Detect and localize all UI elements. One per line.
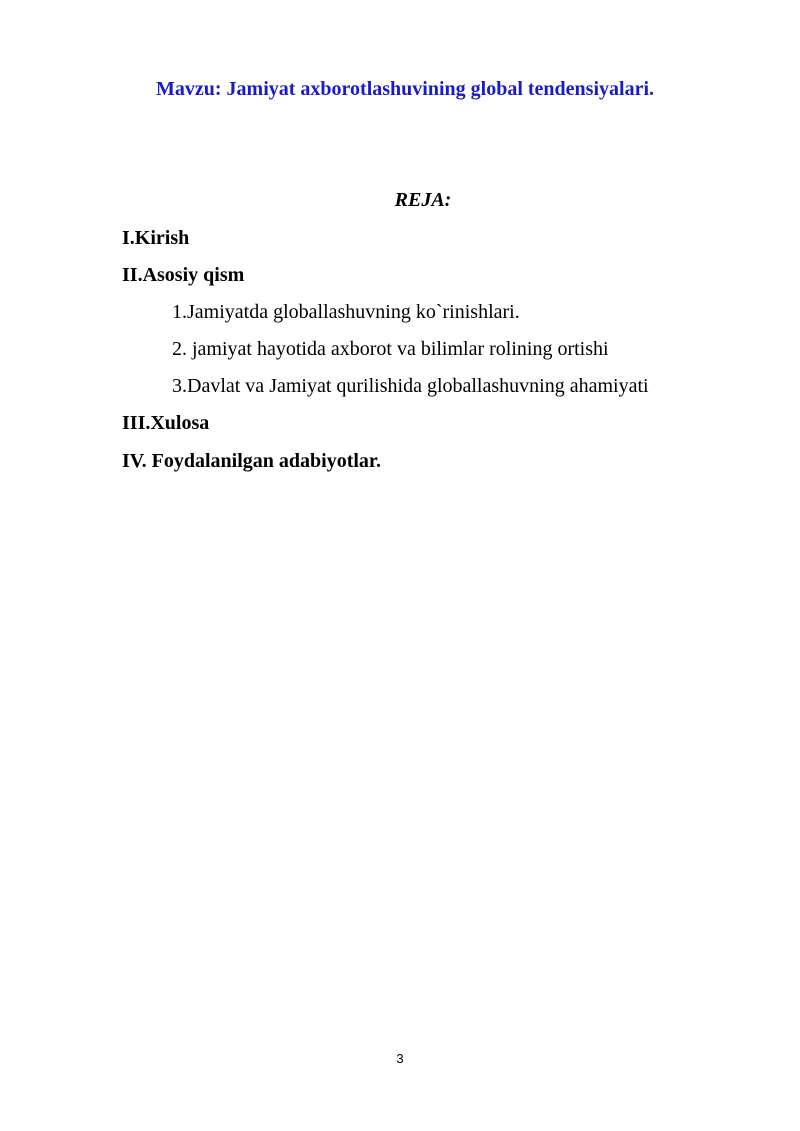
plan-item-conclusion: III.Xulosa xyxy=(122,412,210,434)
title-block xyxy=(0,76,800,106)
plan-sub-item: 2. jamiyat hayotida axborot va bilimlar rolining ortishi xyxy=(172,338,609,360)
plan-sub-item: 1.Jamiyatda globallashuvning ko`rinishlari. xyxy=(172,301,520,323)
plan-sub-item: 3.Davlat va Jamiyat qurilishida globallashuvning ahamiyati xyxy=(172,375,649,397)
plan-item-references: IV. Foydalanilgan adabiyotlar. xyxy=(122,450,381,472)
plan-heading: REJA: xyxy=(394,189,452,211)
page-number: 3 xyxy=(396,1051,404,1066)
plan-item-intro: I.Kirish xyxy=(122,227,190,249)
plan-item-main: II.Asosiy qism xyxy=(122,264,245,286)
document-title: Mavzu: Jamiyat axborotlashuvining global tendensiyalari. xyxy=(156,78,655,100)
